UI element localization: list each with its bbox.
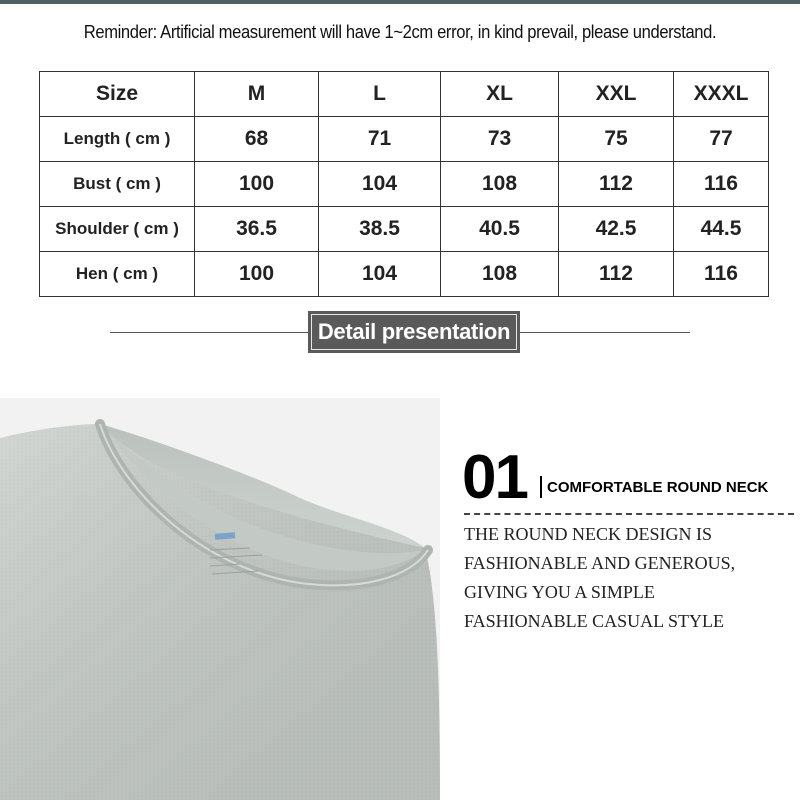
feature-dashed-rule <box>464 513 794 515</box>
section-divider-right <box>520 332 690 333</box>
header-cell-l: L <box>319 72 441 117</box>
table-cell: 77 <box>674 117 769 162</box>
table-cell: 71 <box>319 117 441 162</box>
table-cell: 100 <box>195 252 319 297</box>
feature-description-line: THE ROUND NECK DESIGN IS <box>464 524 712 544</box>
feature-title-separator <box>540 476 542 498</box>
table-cell: 108 <box>441 252 559 297</box>
header-cell-xxl: XXL <box>559 72 674 117</box>
reminder-text: Reminder: Artificial measurement will have 1~2cm error, in kind prevail, please understand. <box>83 22 717 42</box>
row-label: Bust ( cm ) <box>40 162 195 207</box>
feature-description <box>464 520 794 636</box>
table-cell: 108 <box>441 162 559 207</box>
table-header-row <box>40 72 769 117</box>
size-chart-table <box>39 71 769 297</box>
row-label: Length ( cm ) <box>40 117 195 162</box>
feature-description-line: FASHIONABLE CASUAL STYLE <box>464 611 725 631</box>
table-cell: 68 <box>195 117 319 162</box>
detail-presentation-title: Detail presentation <box>311 314 517 350</box>
table-cell: 36.5 <box>195 207 319 252</box>
table-cell: 42.5 <box>559 207 674 252</box>
table-row-bust <box>40 162 769 207</box>
shirt-collar-illustration <box>0 398 440 800</box>
header-cell-m: M <box>195 72 319 117</box>
table-cell: 38.5 <box>319 207 441 252</box>
top-rule <box>0 0 800 4</box>
table-cell: 75 <box>559 117 674 162</box>
header-cell-xl: XL <box>441 72 559 117</box>
table-cell: 104 <box>319 252 441 297</box>
table-row-hen <box>40 252 769 297</box>
table-cell: 104 <box>319 162 441 207</box>
table-cell: 112 <box>559 162 674 207</box>
row-label: Shoulder ( cm ) <box>40 207 195 252</box>
feature-title: COMFORTABLE ROUND NECK <box>547 479 769 496</box>
row-label: Hen ( cm ) <box>40 252 195 297</box>
table-cell: 100 <box>195 162 319 207</box>
table-cell: 40.5 <box>441 207 559 252</box>
detail-presentation-badge <box>308 311 520 353</box>
table-cell: 116 <box>674 162 769 207</box>
shirt-collar-photo <box>0 398 440 800</box>
header-cell-xxxl: XXXL <box>674 72 769 117</box>
table-cell: 44.5 <box>674 207 769 252</box>
feature-description-line: FASHIONABLE AND GENEROUS, <box>464 553 736 573</box>
table-cell: 116 <box>674 252 769 297</box>
section-divider-left <box>110 332 308 333</box>
header-cell-size: Size <box>40 72 195 117</box>
table-row-length <box>40 117 769 162</box>
feature-number: 01 <box>462 443 527 512</box>
feature-description-line: GIVING YOU A SIMPLE <box>464 582 655 602</box>
table-cell: 112 <box>559 252 674 297</box>
table-cell: 73 <box>441 117 559 162</box>
table-row-shoulder <box>40 207 769 252</box>
